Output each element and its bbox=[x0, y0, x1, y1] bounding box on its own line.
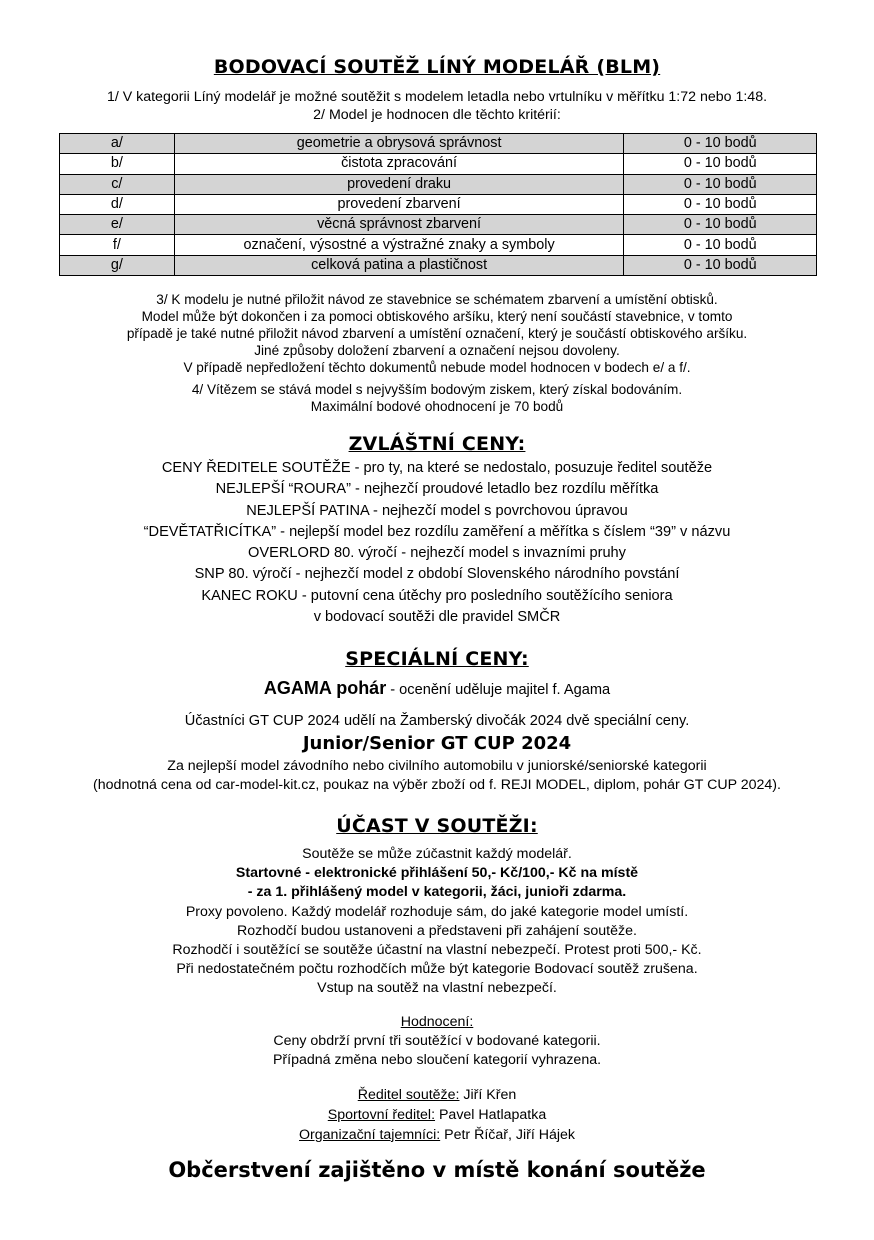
list-item: SNP 80. výročí - nejhezčí model z období Slovenského národního povstání bbox=[194, 566, 680, 583]
participation-line: Rozhodčí i soutěžící se soutěže účastní na vlastní nebezpečí. Protest proti 500,- Kč. bbox=[172, 942, 702, 959]
criteria-points: 0 - 10 bodů bbox=[624, 235, 817, 255]
criteria-name: věcná správnost zbarvení bbox=[174, 215, 624, 235]
evaluation-line: Ceny obdrží první tři soutěžící v bodované kategorii. bbox=[273, 1033, 601, 1050]
criteria-name: provedení draku bbox=[174, 174, 624, 194]
rule-line: Jiné způsoby doložení zbarvení a označení nejsou dovoleny. bbox=[254, 343, 620, 358]
agama-line bbox=[0, 678, 874, 699]
gt-intro: Účastníci GT CUP 2024 udělí na Žamberský divočák 2024 dvě speciální ceny. bbox=[184, 713, 690, 729]
official-sport-director bbox=[0, 1105, 874, 1125]
official-role: Sportovní ředitel: bbox=[327, 1107, 436, 1123]
special-prizes-heading: ZVLÁŠTNÍ CENY: bbox=[348, 433, 526, 455]
participation-heading: ÚČAST V SOUTĚŽI: bbox=[336, 815, 538, 837]
criteria-code: a/ bbox=[60, 134, 175, 154]
criteria-code: g/ bbox=[60, 255, 175, 275]
participation-line: Rozhodčí budou ustanoveni a představeni při zahájení soutěže. bbox=[237, 922, 637, 939]
criteria-points: 0 - 10 bodů bbox=[624, 215, 817, 235]
rule-line: případě je také nutné přiložit návod zbarvení a umístění označení, který je součástí obtiskového aršíku. bbox=[126, 326, 748, 341]
participation-line: Při nedostatečném počtu rozhodčích může být kategorie Bodovací soutěž zrušena. bbox=[176, 961, 698, 978]
official-secretaries bbox=[0, 1125, 874, 1145]
rule-line: 3/ K modelu je nutné přiložit návod ze stavebnice se schématem zbarvení a umístění obtisků. bbox=[156, 292, 718, 307]
official-role: Ředitel soutěže: bbox=[357, 1087, 460, 1103]
gt-line: (hodnotná cena od car-model-kit.cz, poukaz na výběr zboží od f. REJI MODEL, diplom, pohár GT CUP 2024). bbox=[93, 777, 781, 793]
evaluation-line: Případná změna nebo sloučení kategorií vyhrazena. bbox=[272, 1052, 602, 1069]
official-name: Petr Říčař, Jiří Hájek bbox=[440, 1127, 575, 1143]
criteria-name: označení, výsostné a výstražné znaky a symboly bbox=[174, 235, 624, 255]
gt-title: Junior/Senior GT CUP 2024 bbox=[302, 733, 572, 754]
criteria-code: e/ bbox=[60, 215, 175, 235]
criteria-name: geometrie a obrysová správnost bbox=[174, 134, 624, 154]
evaluation-section bbox=[0, 1013, 874, 1071]
agama-name: AGAMA pohár bbox=[263, 678, 387, 698]
criteria-code: b/ bbox=[60, 154, 175, 174]
table-row bbox=[60, 174, 817, 194]
rule-line: V případě nepředložení těchto dokumentů nebude model hodnocen v bodech e/ a f/. bbox=[183, 360, 691, 375]
rule-line: 4/ Vítězem se stává model s nejvyšším bodovým ziskem, který získal bodováním. bbox=[191, 382, 683, 397]
official-name: Pavel Hatlapatka bbox=[435, 1107, 547, 1123]
table-row bbox=[60, 154, 817, 174]
criteria-points: 0 - 10 bodů bbox=[624, 134, 817, 154]
rule-line: Model může být dokončen i za pomoci obtiskového aršíku, který není součástí stavebnice, v tomto bbox=[141, 309, 733, 324]
participation-line: Soutěže se může zúčastnit každý modelář. bbox=[302, 846, 572, 862]
entry-fee-line: Startovné - elektronické přihlášení 50,- Kč/100,- Kč na místě bbox=[235, 865, 639, 882]
special-prizes-list bbox=[0, 458, 874, 628]
list-item: OVERLORD 80. výročí - nejhezčí model s invazními pruhy bbox=[248, 545, 626, 562]
list-item: “DEVĚTATŘICÍTKA” - nejlepší model bez rozdílu zaměření a měřítka s číslem “39” v názvu bbox=[143, 523, 731, 540]
rule-line: Maximální bodové ohodnocení je 70 bodů bbox=[310, 399, 564, 414]
table-row bbox=[60, 215, 817, 235]
criteria-code: f/ bbox=[60, 235, 175, 255]
table-row bbox=[60, 134, 817, 154]
table-row bbox=[60, 235, 817, 255]
rules-section-3 bbox=[0, 291, 874, 376]
specials-heading: SPECIÁLNÍ CENY: bbox=[345, 648, 529, 670]
criteria-code: d/ bbox=[60, 194, 175, 214]
criteria-name: čistota zpracování bbox=[174, 154, 624, 174]
criteria-points: 0 - 10 bodů bbox=[624, 255, 817, 275]
gt-line: Za nejlepší model závodního nebo civilního automobilu v juniorské/seniorské kategorii bbox=[167, 758, 707, 774]
rules-section-4 bbox=[0, 381, 874, 415]
participation-section bbox=[0, 845, 874, 999]
intro-line-1: 1/ V kategorii Líný modelář je možné soutěžit s modelem letadla nebo vrtulníku v měřítku 1:72 nebo 1:48. bbox=[106, 89, 768, 105]
table-row bbox=[60, 194, 817, 214]
criteria-code: c/ bbox=[60, 174, 175, 194]
criteria-points: 0 - 10 bodů bbox=[624, 174, 817, 194]
criteria-name: celková patina a plastičnost bbox=[174, 255, 624, 275]
officials-section bbox=[0, 1085, 874, 1145]
criteria-name: provedení zbarvení bbox=[174, 194, 624, 214]
entry-fee-line-2: - za 1. přihlášený model v kategorii, žáci, junioři zdarma. bbox=[247, 884, 627, 901]
criteria-points: 0 - 10 bodů bbox=[624, 154, 817, 174]
table-row bbox=[60, 255, 817, 275]
evaluation-heading: Hodnocení: bbox=[400, 1014, 474, 1030]
official-name: Jiří Křen bbox=[459, 1087, 517, 1103]
list-item: NEJLEPŠÍ PATINA - nejhezčí model s povrchovou úpravou bbox=[246, 502, 628, 519]
footer-refreshments: Občerstvení zajištěno v místě konání soutěže bbox=[168, 1158, 706, 1182]
criteria-points: 0 - 10 bodů bbox=[624, 194, 817, 214]
page-title: BODOVACÍ SOUTĚŽ LÍNÝ MODELÁŘ (BLM) bbox=[213, 56, 661, 78]
participation-line: Proxy povoleno. Každý modelář rozhoduje sám, do jaké kategorie model umístí. bbox=[185, 903, 689, 920]
criteria-table bbox=[59, 133, 817, 276]
participation-line: Vstup na soutěž na vlastní nebezpečí. bbox=[317, 980, 557, 997]
official-director bbox=[0, 1085, 874, 1105]
intro-line-2: 2/ Model je hodnocen dle těchto kritérií: bbox=[313, 107, 561, 123]
list-item: NEJLEPŠÍ “ROURA” - nejhezčí proudové letadlo bez rozdílu měřítka bbox=[215, 481, 659, 498]
list-item: CENY ŘEDITELE SOUTĚŽE - pro ty, na které se nedostalo, posuzuje ředitel soutěže bbox=[161, 460, 713, 476]
gt-description bbox=[0, 757, 874, 795]
agama-desc: - ocenění uděluje majitel f. Agama bbox=[386, 682, 611, 698]
list-item: KANEC ROKU - putovní cena útěchy pro posledního soutěžícího seniora bbox=[201, 587, 673, 604]
list-item: v bodovací soutěži dle pravidel SMČR bbox=[313, 609, 561, 626]
official-role: Organizační tajemníci: bbox=[299, 1127, 441, 1143]
